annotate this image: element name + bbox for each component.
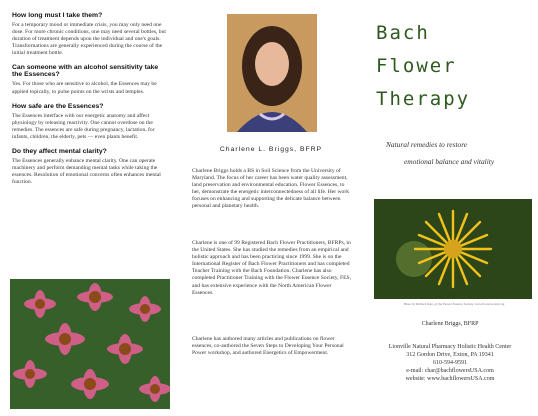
- cover-title-line: Therapy: [376, 88, 471, 110]
- tagline: Natural remedies to restore: [386, 140, 468, 149]
- cover-title-line: Flower: [376, 55, 457, 77]
- faq-question: Do they affect mental clarity?: [12, 148, 107, 156]
- faq-answer: Yes. For those who are sensitive to alcohol, the Essences may be applied topically, to pulse points on the wrists and temples.: [12, 81, 157, 95]
- bio-paragraph: Charlene is one of 99 Registered Bach Flower Practitioners, BFRPs, in the United States. She has studied the remedies from an empirical and holistic approach and has been practicing since 1999. She is on the International Register of Bach Flower Practitioners and has completed Teacher Training with the Bach Foundation. Charlene has also completed Practitioner Training with the Flower Essence Society, FES, and has extensive experience with the North American Flower Essences.: [192, 240, 352, 296]
- contact-address: 312 Gordon Drive, Exton, PA 19341: [406, 352, 494, 358]
- faq-item: [12, 148, 170, 186]
- cover-title-line: Bach: [376, 22, 430, 44]
- contact-website: website: www.bachflowersUSA.com: [405, 376, 495, 382]
- bio-paragraph: Charlene has authored many articles and publications on flower essences, co-authored the Seven Steps to Developing Your Personal Power workshop, and authored Energetics of Empowerment.: [192, 336, 344, 357]
- bio-panel: [180, 0, 362, 416]
- faq-question: Can someone with an alcohol sensitivity take the Essences?: [12, 64, 159, 79]
- contact-email: e-mail: char@bachflowersUSA.com: [406, 368, 494, 374]
- faq-item: [12, 64, 170, 95]
- contact-phone: 610-594-9591: [433, 360, 467, 366]
- faq-item: [12, 103, 170, 141]
- practitioner-name-caption: Charlene L. Briggs, BFRP: [219, 146, 323, 153]
- faq-answer: The Essences generally enhance mental clarity. One can operate machinery and perform demanding mental tasks while taking the essences. Resolution of emotional concerns often enhances mental function.: [12, 158, 161, 186]
- faq-question: How safe are the Essences?: [12, 102, 104, 110]
- faq-question: How long must I take them?: [12, 12, 103, 19]
- cover-panel: [362, 0, 538, 416]
- yellow-flower-photo: [374, 199, 532, 299]
- faq-item: [12, 12, 170, 57]
- photo-credit: Photo by Richard Katz, @ the Flower Essence Society, www.flowersociety.org: [403, 302, 505, 306]
- contact-name: Charlene Briggs, BFRP: [421, 321, 479, 327]
- echinacea-photo: [10, 279, 170, 409]
- faq-answer: For a temporary mood or immediate crisis, you may only need one dose. For more chronic conditions, one may need several bottles, but duration of treatment depends upon the individual and one's goals. Transformations are generally experienced during the course of the initial treatment bottle.: [12, 22, 166, 57]
- bio-paragraph: Charlene Briggs holds a BS in Soil Science from the University of Maryland. The focus of her career has been water quality assessment, land preservation and environmental education. Flower Essences, to her, demonstrate the energetic interconnectedness of all life. Her work focuses on enhancing and supporting the delicate balance between personal and planetary health.: [192, 168, 350, 210]
- tagline: emotional balance and vitality: [404, 157, 495, 166]
- contact-org: Lionville Natural Pharmacy Holistic Health Center: [388, 344, 512, 350]
- practitioner-portrait: [227, 14, 317, 132]
- faq-answer: The Essences interface with our energetic anatomy and affect physiology by releasing reactivity. One cannot overdose on the remedies. The essences are safe during pregnancy, lactation, for infants, children, the elderly, pets — even plants benefit.: [12, 112, 155, 140]
